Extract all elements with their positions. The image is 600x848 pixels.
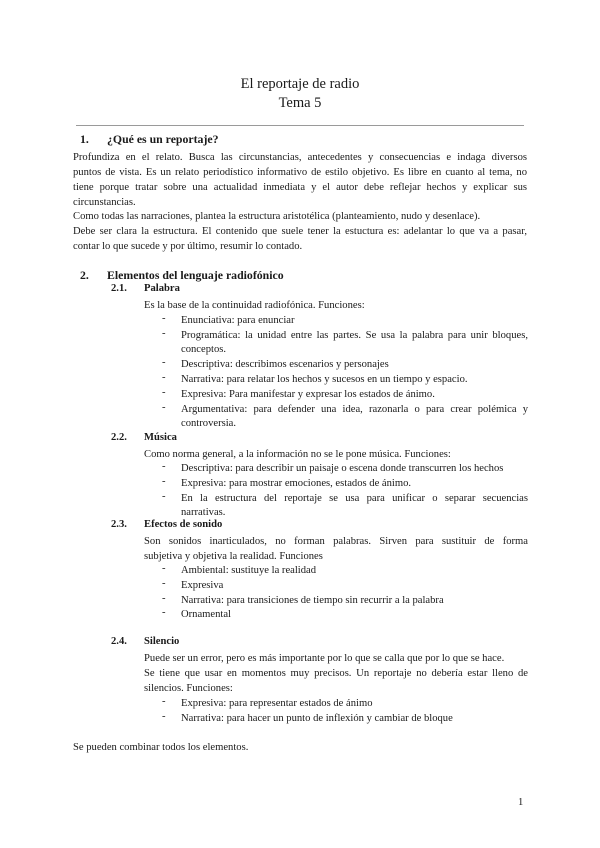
- subsection-2-3-intro-line-2: subjetiva y objetiva la realidad. Funciones: [144, 551, 323, 562]
- document-subtitle: Tema 5: [278, 95, 322, 111]
- section-1-heading: ¿Qué es un reportaje?: [107, 132, 219, 146]
- list-item: Descriptiva: describimos escenarios y personajes: [181, 359, 389, 370]
- subsection-2-2-heading: Música: [144, 432, 177, 443]
- list-item: Expresiva: para mostrar emociones, estados de ánimo.: [181, 478, 412, 489]
- paragraph-line: circunstancias.: [73, 197, 136, 208]
- paragraph-line: Debe ser clara la estructura. El contenido que suele tener la estuctura es: adelantar lo que va a pasar,: [73, 226, 527, 237]
- section-1-paragraph-1: [73, 150, 527, 210]
- bullet-dash: -: [162, 578, 166, 589]
- section-1-paragraph-3: [73, 224, 527, 254]
- list-item: Narrativa: para transiciones de tiempo sin recurrir a la palabra: [181, 595, 444, 606]
- subsection-2-3-number: 2.3.: [111, 519, 127, 530]
- list-item: Programática: la unidad entre las partes. Se usa la palabra para unir bloques,: [181, 330, 528, 341]
- section-1-number: 1.: [80, 132, 89, 146]
- section-2-heading: Elementos del lenguaje radiofónico: [107, 268, 284, 282]
- page-number: 1: [518, 797, 524, 808]
- document-title: El reportaje de radio: [240, 76, 360, 92]
- subsection-2-3-heading: Efectos de sonido: [144, 519, 223, 530]
- list-item: Argumentativa: para defender una idea, razonarla o para crear polémica y: [181, 404, 528, 415]
- bullet-dash: -: [162, 402, 166, 413]
- subsection-2-4-intro-line-1: Puede ser un error, pero es más importante por lo que se calla que por lo que se hace.: [144, 653, 505, 664]
- bullet-dash: -: [162, 696, 166, 707]
- bullet-dash: -: [162, 357, 166, 368]
- section-1-paragraph-2: Como todas las narraciones, plantea la estructura aristotélica (planteamiento, nudo y desenlace).: [73, 211, 481, 222]
- paragraph-line: contar lo que sucede y por último, resumir lo contado.: [73, 241, 303, 252]
- subsection-2-1-number: 2.1.: [111, 283, 127, 294]
- subsection-2-4-intro-line-3: silencios. Funciones:: [144, 683, 233, 694]
- bullet-dash: -: [162, 313, 166, 324]
- subsection-2-4-heading: Silencio: [144, 636, 180, 647]
- bullet-dash: -: [162, 387, 166, 398]
- subsection-2-3-intro-line-1: Son sonidos inarticulados, no forman palabras. Sirven para sustituir de forma: [144, 536, 528, 547]
- bullet-dash: -: [162, 461, 166, 472]
- subsection-2-4-number: 2.4.: [111, 636, 127, 647]
- subsection-2-2-number: 2.2.: [111, 432, 127, 443]
- subsection-2-1-intro: Es la base de la continuidad radiofónica. Funciones:: [144, 300, 365, 311]
- bullet-dash: -: [162, 711, 166, 722]
- bullet-dash: -: [162, 491, 166, 502]
- list-item: Expresiva: para representar estados de ánimo: [181, 698, 373, 709]
- list-item: Enunciativa: para enunciar: [181, 315, 295, 326]
- list-item-continuation: narrativas.: [181, 507, 226, 518]
- list-item: Expresiva: Para manifestar y expresar los estados de ánimo.: [181, 389, 435, 400]
- subsection-2-1-heading: Palabra: [144, 283, 180, 294]
- subsection-2-2-intro: Como norma general, a la información no se le pone música. Funciones:: [144, 449, 451, 460]
- list-item: Narrativa: para hacer un punto de inflexión y cambiar de bloque: [181, 713, 453, 724]
- subsection-2-4-intro-line-2: Se tiene que usar en momentos muy precisos. Un reportaje no debería estar lleno de: [144, 668, 528, 679]
- list-item: Ornamental: [181, 609, 232, 620]
- list-item: Narrativa: para relatar los hechos y sucesos en un tiempo y espacio.: [181, 374, 468, 385]
- list-item: En la estructura del reportaje se usa para unificar o separar secuencias: [181, 493, 528, 504]
- bullet-dash: -: [162, 476, 166, 487]
- list-item: Ambiental: sustituye la realidad: [181, 565, 317, 576]
- list-item: Descriptiva: para describir un paisaje o escena donde transcurren los hechos: [181, 463, 504, 474]
- list-item-continuation: conceptos.: [181, 344, 227, 355]
- closing-sentence: Se pueden combinar todos los elementos.: [73, 742, 249, 753]
- list-item-continuation: controversia.: [181, 418, 237, 429]
- paragraph-line: puntos de vista. Es un relato periodístico informativo de estilo objetivo. Es libre en cuanto al tema, no: [73, 167, 527, 178]
- paragraph-line: Profundiza en el relato. Busca las circunstancias, antecedentes y consecuencias e indaga diversos: [73, 152, 527, 163]
- bullet-dash: -: [162, 607, 166, 618]
- bullet-dash: -: [162, 328, 166, 339]
- bullet-dash: -: [162, 593, 166, 604]
- bullet-dash: -: [162, 563, 166, 574]
- bullet-dash: -: [162, 372, 166, 383]
- section-2-number: 2.: [80, 268, 89, 282]
- list-item: Expresiva: [181, 580, 224, 591]
- paragraph-line: tiene porque tratar sobre una actualidad inmediata y el autor debe reflejar hechos y explicar sus: [73, 182, 527, 193]
- title-divider: [76, 125, 524, 126]
